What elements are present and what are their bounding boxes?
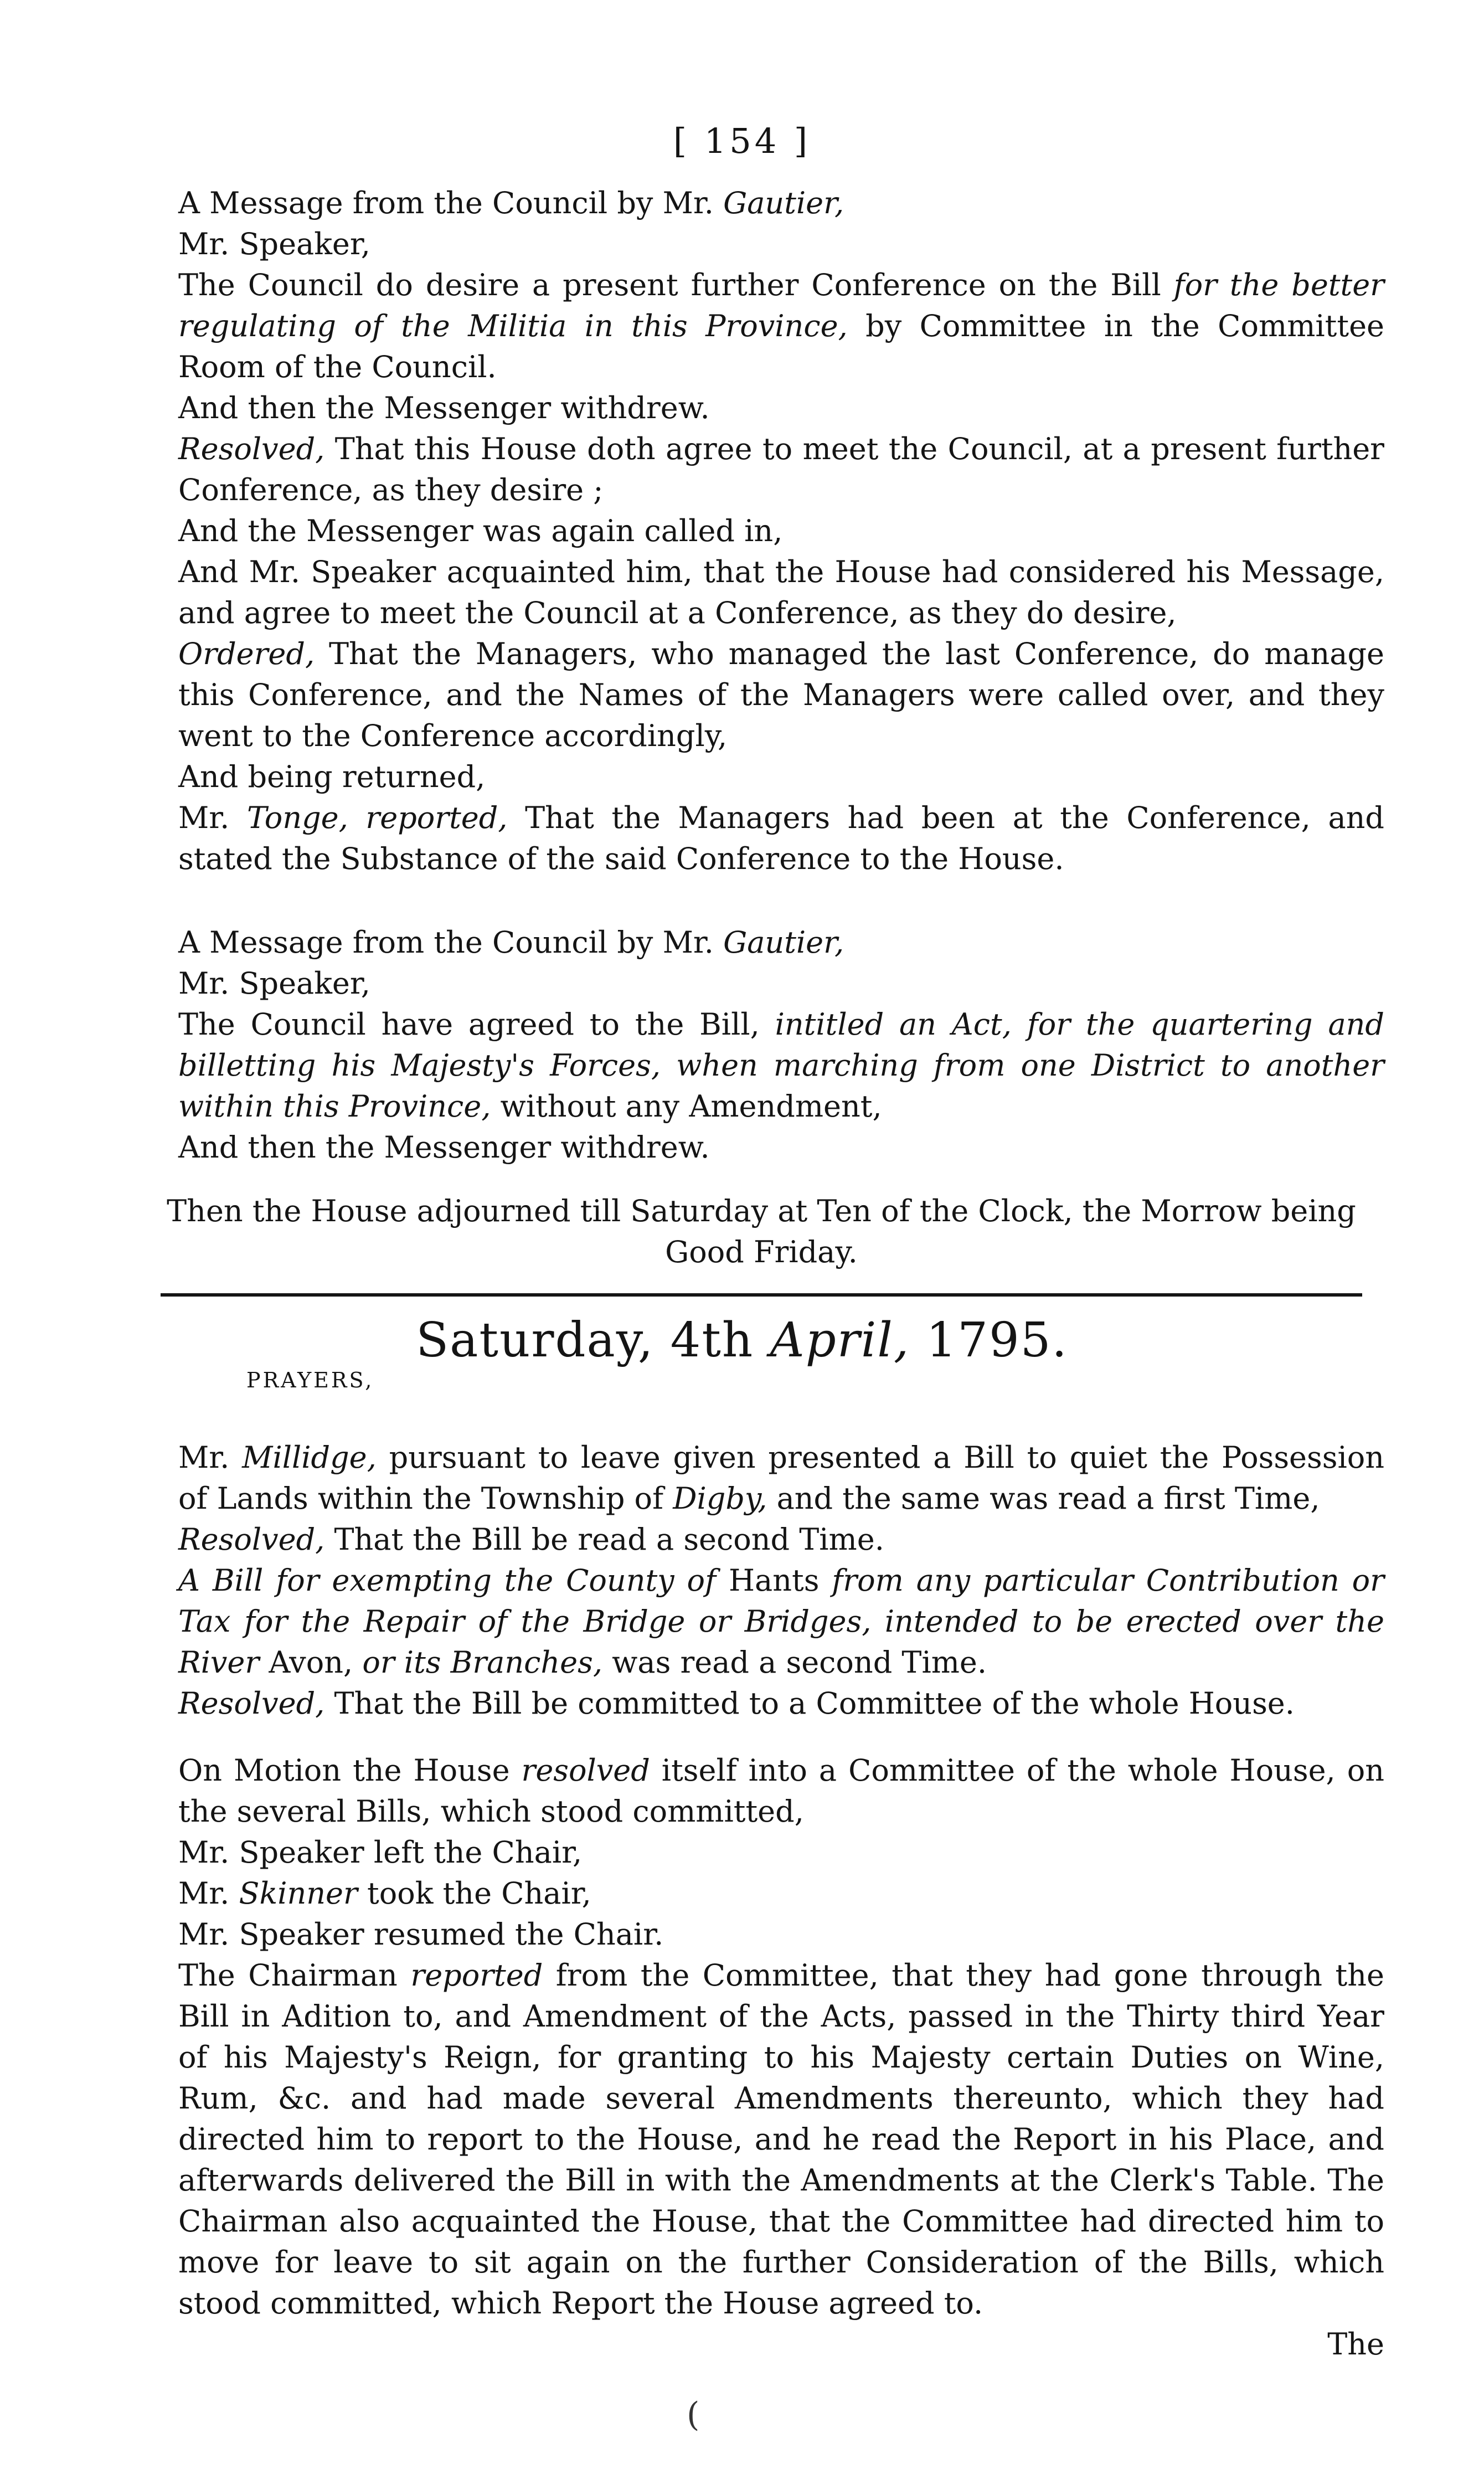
- print-mark: (: [687, 2395, 700, 2434]
- bill-title: or its Branches,: [353, 1645, 602, 1680]
- text: A Message from the Council by Mr.: [178, 186, 724, 220]
- paragraph: [138, 1873, 1384, 1914]
- paragraph: [138, 634, 1384, 757]
- text: That the Bill be committed to a Committee of the whole House.: [324, 1686, 1295, 1721]
- prayers-label: PRAYERS,: [246, 1368, 374, 1392]
- paragraph: And the Messenger was again called in,: [178, 513, 783, 548]
- divider-rule: [161, 1293, 1362, 1297]
- text: The Council have agreed to the Bill,: [178, 1007, 775, 1042]
- message-block-2: [138, 922, 1384, 1168]
- paragraph: Mr. Speaker resumed the Chair.: [178, 1917, 664, 1952]
- text: and the same was read a first Time,: [767, 1481, 1320, 1516]
- resolved-label: Resolved,: [178, 431, 325, 466]
- text: The Council do desire a present further Conference on the Bill: [178, 268, 1174, 302]
- reporter-name: Tonge, reported,: [246, 800, 508, 835]
- messenger-name: Gautier,: [723, 186, 844, 220]
- resolved-label: Resolved,: [178, 1522, 325, 1557]
- text: That this House doth agree to meet the Council, at a present further Conference, as they desire ;: [178, 431, 1384, 507]
- paragraph: And being returned,: [178, 759, 486, 794]
- member-name: Millidge,: [242, 1440, 377, 1475]
- bill-title: intitled an Act, for the quartering and billetting his Majesty's Forces, when marching from one District to another within this Province,: [178, 1007, 1384, 1124]
- bill-title: A Bill for exempting the County of: [178, 1563, 729, 1598]
- text: itself into a Committee of the whole House, on the several Bills, which stood committed,: [178, 1753, 1384, 1829]
- bill-title: for the better regulating of the Militia in this Province,: [178, 268, 1384, 343]
- bills-block: [138, 1437, 1384, 1724]
- paragraph: [138, 1560, 1384, 1683]
- paragraph: [138, 1519, 1384, 1560]
- messenger-name: Gautier,: [723, 925, 844, 960]
- paragraph: [138, 1004, 1384, 1127]
- paragraph: [138, 183, 1384, 224]
- paragraph: [138, 1750, 1384, 1832]
- resolved-word: resolved: [521, 1753, 650, 1788]
- paragraph: Then the House adjourned till Saturday at Ten of the Clock, the Morrow being Good Friday.: [167, 1194, 1356, 1269]
- text: A Message from the Council by Mr.: [178, 925, 724, 960]
- reported-word: reported: [410, 1958, 543, 1993]
- county-name: Hants: [728, 1563, 820, 1598]
- text: The Chairman: [178, 1958, 411, 1993]
- text: from the Committee, that they had gone through the Bill in Adition to, and Amendment of the Acts, passed in the Thirty third Year of his Majesty's Reign, for granting to his Majesty certain Duties on Wine, Rum, &c. and had made several Amendments thereunto, which they had directed him to report to the House, and he read the Report in his Place, and afterwards delivered the Bill in with the Amendments at the Clerk's Table. The Chairman also acquainted the House, that the Committee had directed him to move for leave to sit again on the further Consideration of the Bills, which stood committed, which Report the House agreed to.: [178, 1958, 1384, 2321]
- message-block-1: [138, 183, 1384, 880]
- paragraph: Mr. Speaker,: [178, 966, 370, 1001]
- committee-block: [138, 1750, 1384, 2365]
- month: April,: [770, 1313, 910, 1368]
- text: That the Managers, who managed the last Conference, do manage this Conference, and the Names of the Managers were called over, and they went to the Conference accordingly,: [178, 636, 1384, 753]
- text: That the Bill be read a second Time.: [324, 1522, 884, 1557]
- paragraph: And Mr. Speaker acquainted him, that the House had considered his Message, and agree to meet the Council at a Conference, as they do desire,: [178, 554, 1384, 630]
- text: took the Chair,: [357, 1876, 591, 1911]
- paragraph: [138, 922, 1384, 963]
- text: Mr.: [178, 1440, 243, 1475]
- bill-title: from any particular Contribution or Tax for the Repair of the Bridge or Bridges, intended to be erected over the River: [178, 1563, 1384, 1680]
- place-name: Digby,: [673, 1481, 767, 1516]
- text: without any Amendment,: [491, 1089, 882, 1124]
- text: by Committee in the Committee Room of the Council.: [178, 308, 1384, 384]
- paragraph: [138, 429, 1384, 511]
- paragraph: Mr. Speaker left the Chair,: [178, 1835, 583, 1870]
- paragraph: [138, 798, 1384, 880]
- text: On Motion the House: [178, 1753, 522, 1788]
- paragraph: And then the Messenger withdrew.: [178, 390, 710, 425]
- paragraph: [138, 1683, 1384, 1724]
- paragraph: [138, 1955, 1384, 2324]
- day-text: Saturday, 4th: [416, 1313, 770, 1368]
- chairman-name: Skinner: [239, 1876, 358, 1911]
- paragraph: Mr. Speaker,: [178, 227, 370, 261]
- year: 1795.: [910, 1313, 1068, 1368]
- resolved-label: Resolved,: [178, 1686, 325, 1721]
- text: was read a second Time.: [602, 1645, 987, 1680]
- catchword: The: [1327, 2327, 1384, 2362]
- ordered-label: Ordered,: [178, 636, 315, 671]
- text: Mr.: [178, 800, 247, 835]
- page-number: [ 154 ]: [673, 121, 811, 161]
- paragraph: [138, 265, 1384, 388]
- text: pursuant to leave given presented a Bill to quiet the Possession of Lands within the Township of: [178, 1440, 1384, 1516]
- adjournment: [138, 1191, 1384, 1273]
- text: Mr.: [178, 1876, 239, 1911]
- day-heading: [0, 1313, 1484, 1368]
- paragraph: [138, 1437, 1384, 1519]
- river-name: Avon,: [269, 1645, 353, 1680]
- text: That the Managers had been at the Conference, and stated the Substance of the said Conference to the House.: [178, 800, 1384, 876]
- paragraph: And then the Messenger withdrew.: [178, 1130, 710, 1165]
